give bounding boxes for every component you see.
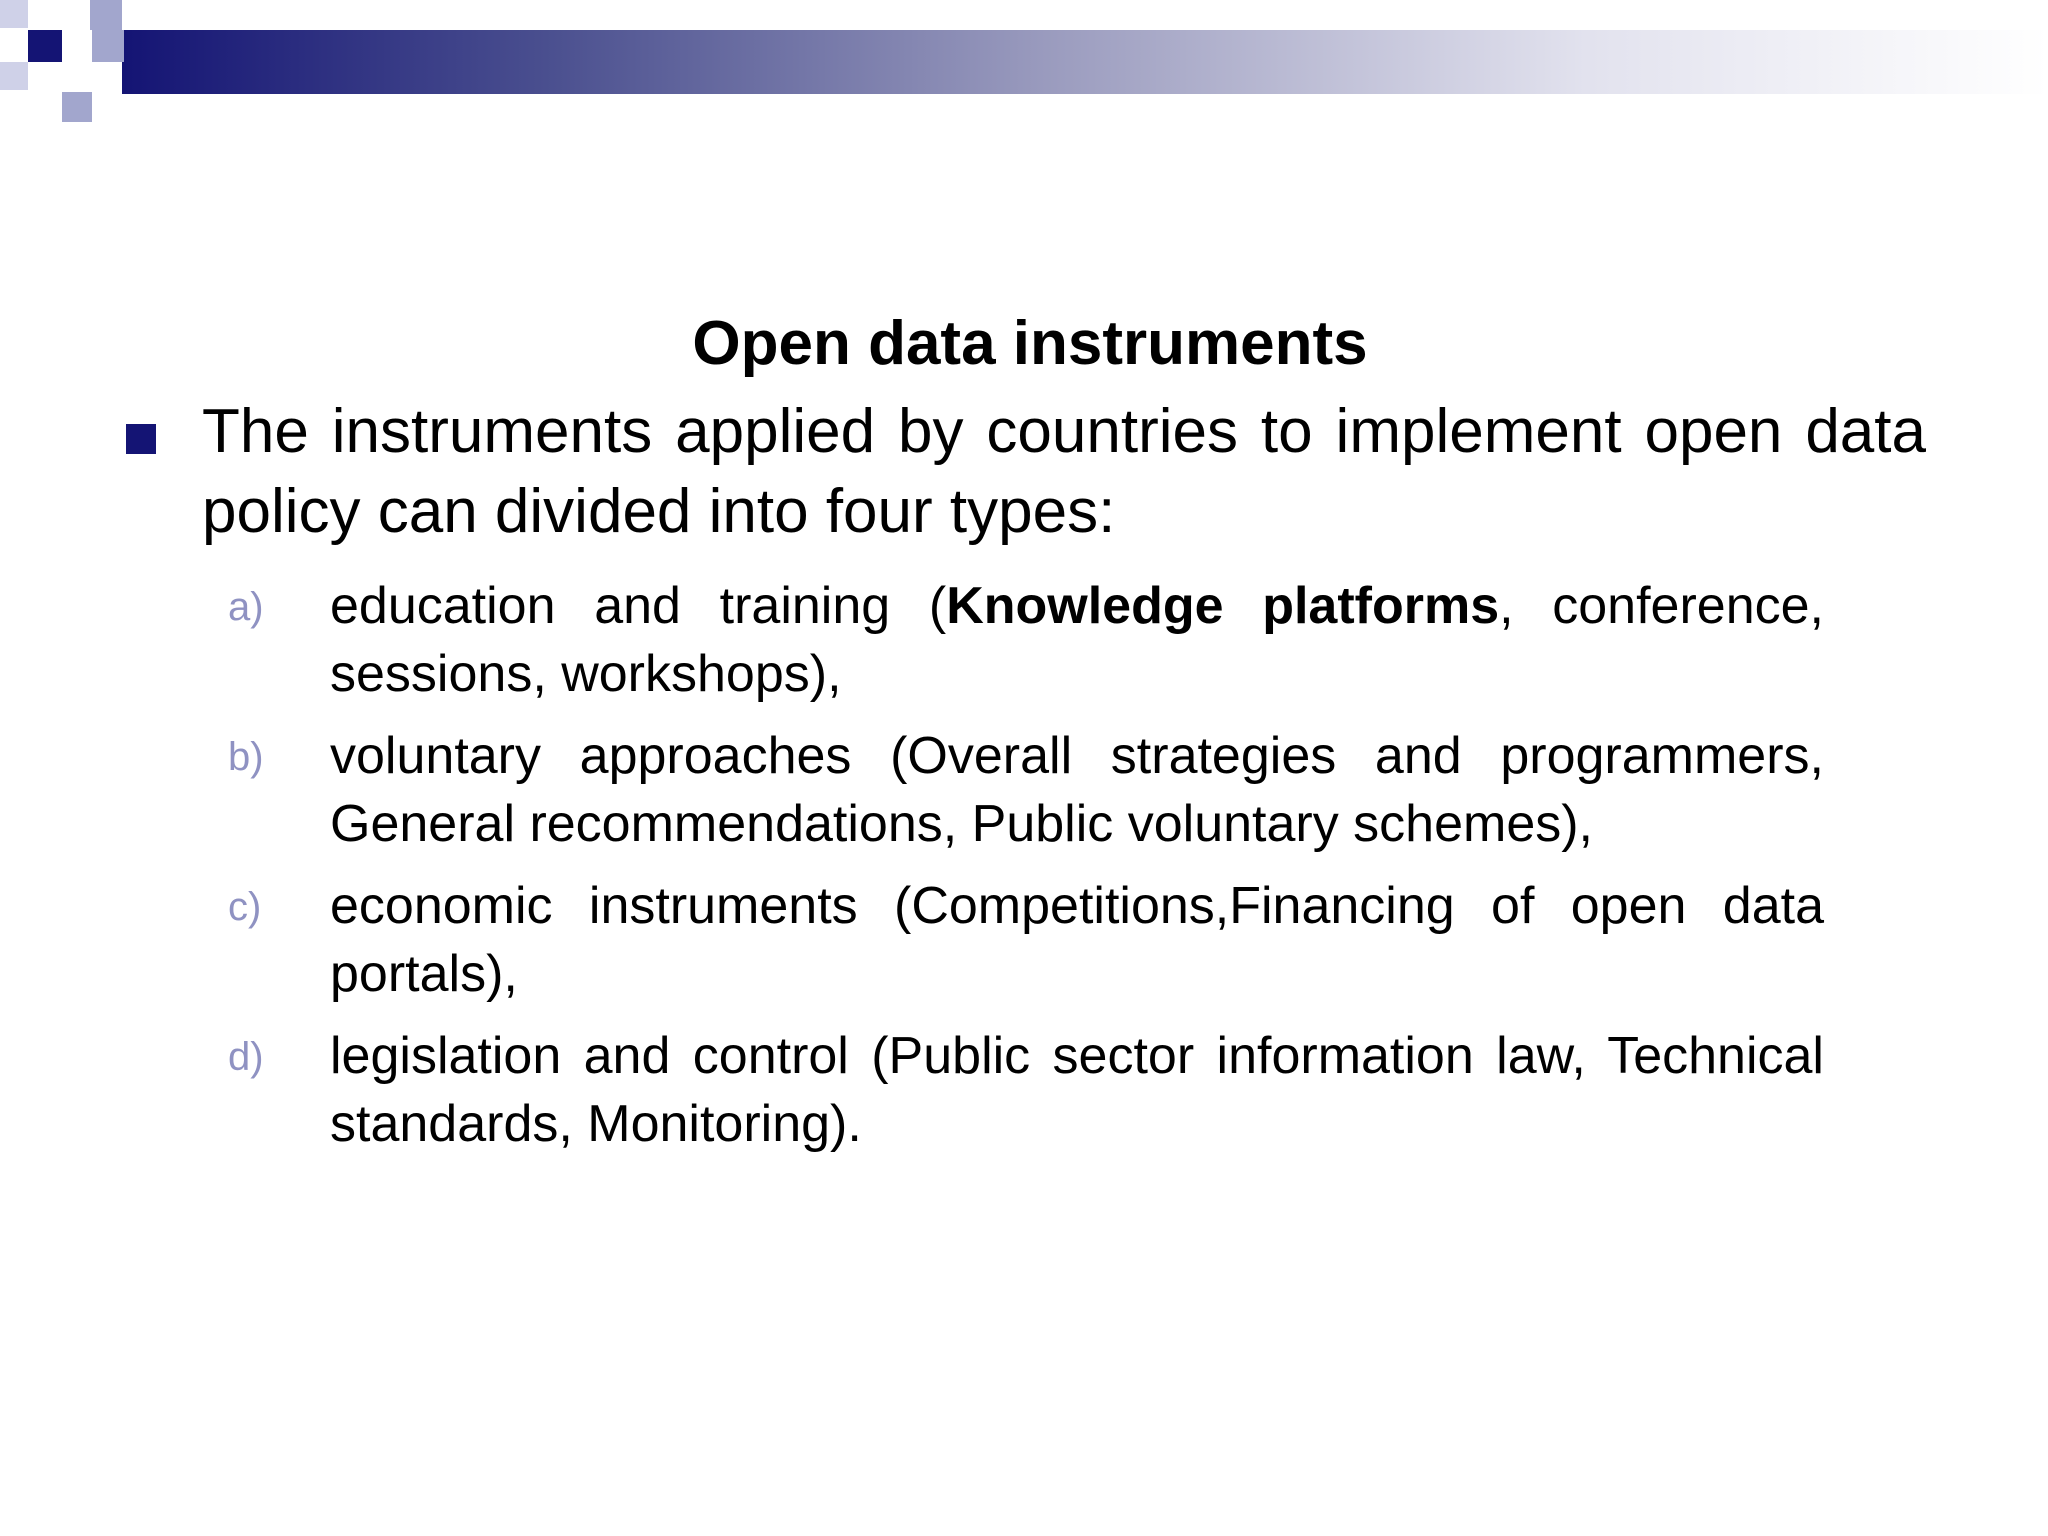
gradient-header-bar <box>122 30 2048 94</box>
main-bullet <box>126 392 1926 552</box>
list-marker: c) <box>228 885 262 929</box>
square-logo-icon <box>62 92 92 122</box>
list-item <box>228 572 1824 708</box>
instrument-list <box>126 572 1824 1158</box>
list-marker: a) <box>228 585 264 629</box>
list-marker: d) <box>228 1035 264 1079</box>
list-item-text-after: , conference, sessions, workshops), <box>330 577 1824 703</box>
square-logo-icon <box>0 62 28 90</box>
bold-highlight: Knowledge platforms <box>946 577 1500 635</box>
main-bullet-text: The instruments applied by countries to implement open data policy can divided into four types: <box>202 397 1926 546</box>
list-item-text: economic instruments (Competitions,Financing of open data portals), <box>330 877 1824 1003</box>
square-logo-icon <box>92 30 124 62</box>
square-logo-icon <box>28 30 62 62</box>
square-logo-icon <box>0 0 28 28</box>
slide-content <box>126 392 1926 1172</box>
list-item-text-before: education and training ( <box>330 577 947 635</box>
header-decoration <box>0 0 2048 140</box>
list-item <box>228 1022 1824 1158</box>
list-marker: b) <box>228 735 264 779</box>
slide-title: Open data instruments <box>692 308 1368 378</box>
list-item <box>228 722 1824 858</box>
list-item-text: legislation and control (Public sector information law, Technical standards, Monitoring). <box>330 1027 1824 1153</box>
square-logo-icon <box>90 0 122 30</box>
list-item-text: voluntary approaches (Overall strategies and programmers, General recommendations, Public voluntary schemes), <box>330 727 1824 853</box>
square-bullet-icon <box>126 424 156 454</box>
list-item <box>228 872 1824 1008</box>
list-item-text <box>330 577 1824 703</box>
